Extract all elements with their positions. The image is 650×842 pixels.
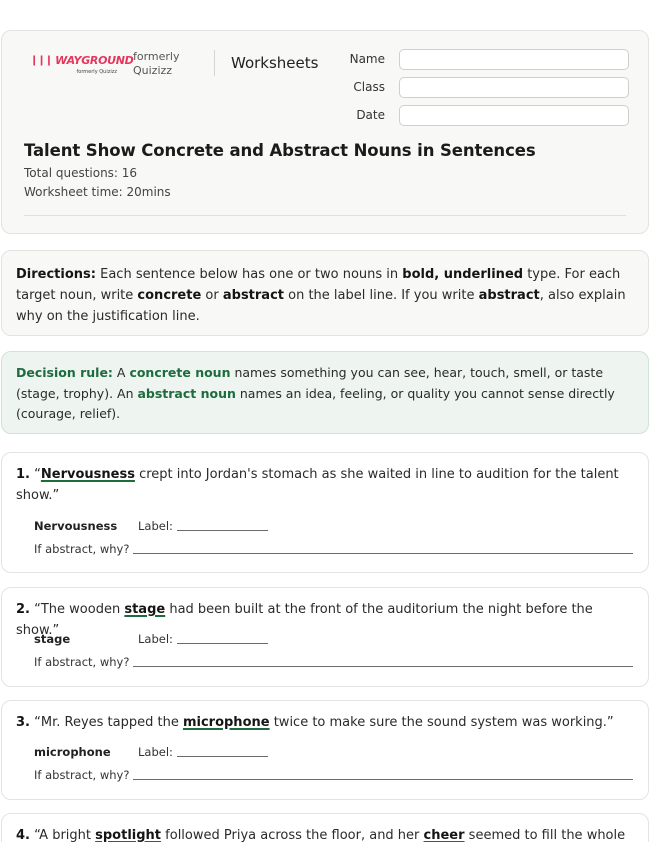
directions-box — [1, 250, 649, 336]
worksheet-title: Talent Show Concrete and Abstract Nouns in Sentences — [24, 141, 536, 160]
question-text — [16, 712, 628, 733]
rule-text: names something you can see, hear, touch, smell, or taste (stage, trophy). An — [16, 365, 604, 401]
directions-bold: abstract — [222, 288, 284, 303]
total-questions: Total questions: 16 — [24, 166, 138, 180]
directions-text: Each sentence below has one or two nouns in — [95, 267, 403, 282]
target-word: Nervousness — [34, 519, 118, 533]
section-title: Worksheets — [231, 54, 319, 72]
justification-line[interactable] — [133, 666, 633, 667]
question-text — [16, 825, 628, 842]
question-text — [16, 599, 628, 641]
target-noun: stage — [124, 602, 166, 617]
directions-bold: bold, underlined — [402, 267, 524, 282]
header-rule — [24, 215, 626, 216]
question-segment: followed Priya across the floor, and her — [161, 828, 424, 842]
formerly-line-1: formerly — [133, 50, 180, 63]
label-answer-line[interactable] — [177, 756, 268, 757]
directions-bold: abstract — [478, 288, 540, 303]
justification-line[interactable] — [133, 553, 633, 554]
directions-text: on the label line. If you write — [284, 288, 479, 303]
date-label: Date — [356, 108, 385, 122]
target-noun: Nervousness — [40, 467, 135, 482]
directions-text: type. For each target noun, write — [16, 267, 621, 303]
why-prompt: If abstract, why? — [34, 542, 130, 556]
question-segment: “A bright — [34, 828, 96, 842]
question-segment: crept into Jordan's stomach as she waited in line to audition for the talent show.” — [16, 467, 619, 503]
worksheet-time: Worksheet time: 20mins — [24, 185, 171, 199]
target-noun: cheer — [423, 828, 465, 842]
directions-text: , also explain why on the justification line. — [16, 288, 626, 324]
question-card — [1, 813, 649, 842]
rule-term: abstract noun — [137, 385, 236, 401]
question-segment: had been built at the front of the auditorium the night before the show.” — [16, 602, 593, 638]
class-label: Class — [353, 80, 385, 94]
why-prompt: If abstract, why? — [34, 655, 130, 669]
question-text — [16, 464, 628, 506]
decision-rule-box — [1, 351, 649, 434]
logo-text: WAYGROUND — [55, 54, 134, 67]
question-number: 2. — [16, 602, 30, 617]
question-segment: twice to make sure the sound system was working.” — [269, 715, 614, 730]
rule-term: concrete noun — [129, 365, 231, 380]
question-number: 4. — [16, 828, 30, 842]
label-prompt: Label: — [138, 745, 173, 759]
label-answer-line[interactable] — [177, 643, 268, 644]
question-segment: seemed to fill the whole — [464, 828, 626, 842]
target-word: microphone — [34, 745, 111, 759]
name-label: Name — [349, 52, 385, 66]
target-noun: spotlight — [95, 828, 162, 842]
label-prompt: Label: — [138, 519, 173, 533]
question-segment: “ — [34, 467, 41, 482]
target-noun: microphone — [182, 715, 270, 730]
target-word: stage — [34, 632, 71, 646]
logo-subtext: formerly Quizizz — [76, 69, 117, 75]
label-answer-line[interactable] — [177, 530, 268, 531]
rule-lead: Decision rule: — [16, 365, 113, 380]
rule-text: names an idea, feeling, or quality you cannot sense directly (courage, relief). — [16, 385, 615, 421]
question-number: 3. — [16, 715, 30, 730]
wayground-logo — [30, 54, 134, 75]
question-segment: “Mr. Reyes tapped the — [34, 715, 183, 730]
date-field[interactable] — [399, 105, 629, 126]
question-card — [1, 700, 649, 800]
class-field[interactable] — [399, 77, 629, 98]
question-card — [1, 452, 649, 573]
justification-line[interactable] — [133, 779, 633, 780]
worksheet-header — [1, 30, 649, 234]
directions-bold: concrete — [137, 288, 202, 303]
name-field[interactable] — [399, 49, 629, 70]
formerly-line-2: Quizizz — [133, 64, 173, 77]
directions-lead: Directions: — [16, 267, 96, 282]
question-card — [1, 587, 649, 687]
question-segment: “The wooden — [34, 602, 125, 617]
label-prompt: Label: — [138, 632, 173, 646]
directions-text: or — [201, 288, 223, 303]
question-number: 1. — [16, 467, 30, 482]
wayground-mark-icon: ❙❙❙ — [30, 55, 53, 66]
rule-text: A — [112, 365, 130, 380]
header-divider — [214, 50, 215, 76]
formerly-quizizz — [133, 50, 180, 78]
why-prompt: If abstract, why? — [34, 768, 130, 782]
